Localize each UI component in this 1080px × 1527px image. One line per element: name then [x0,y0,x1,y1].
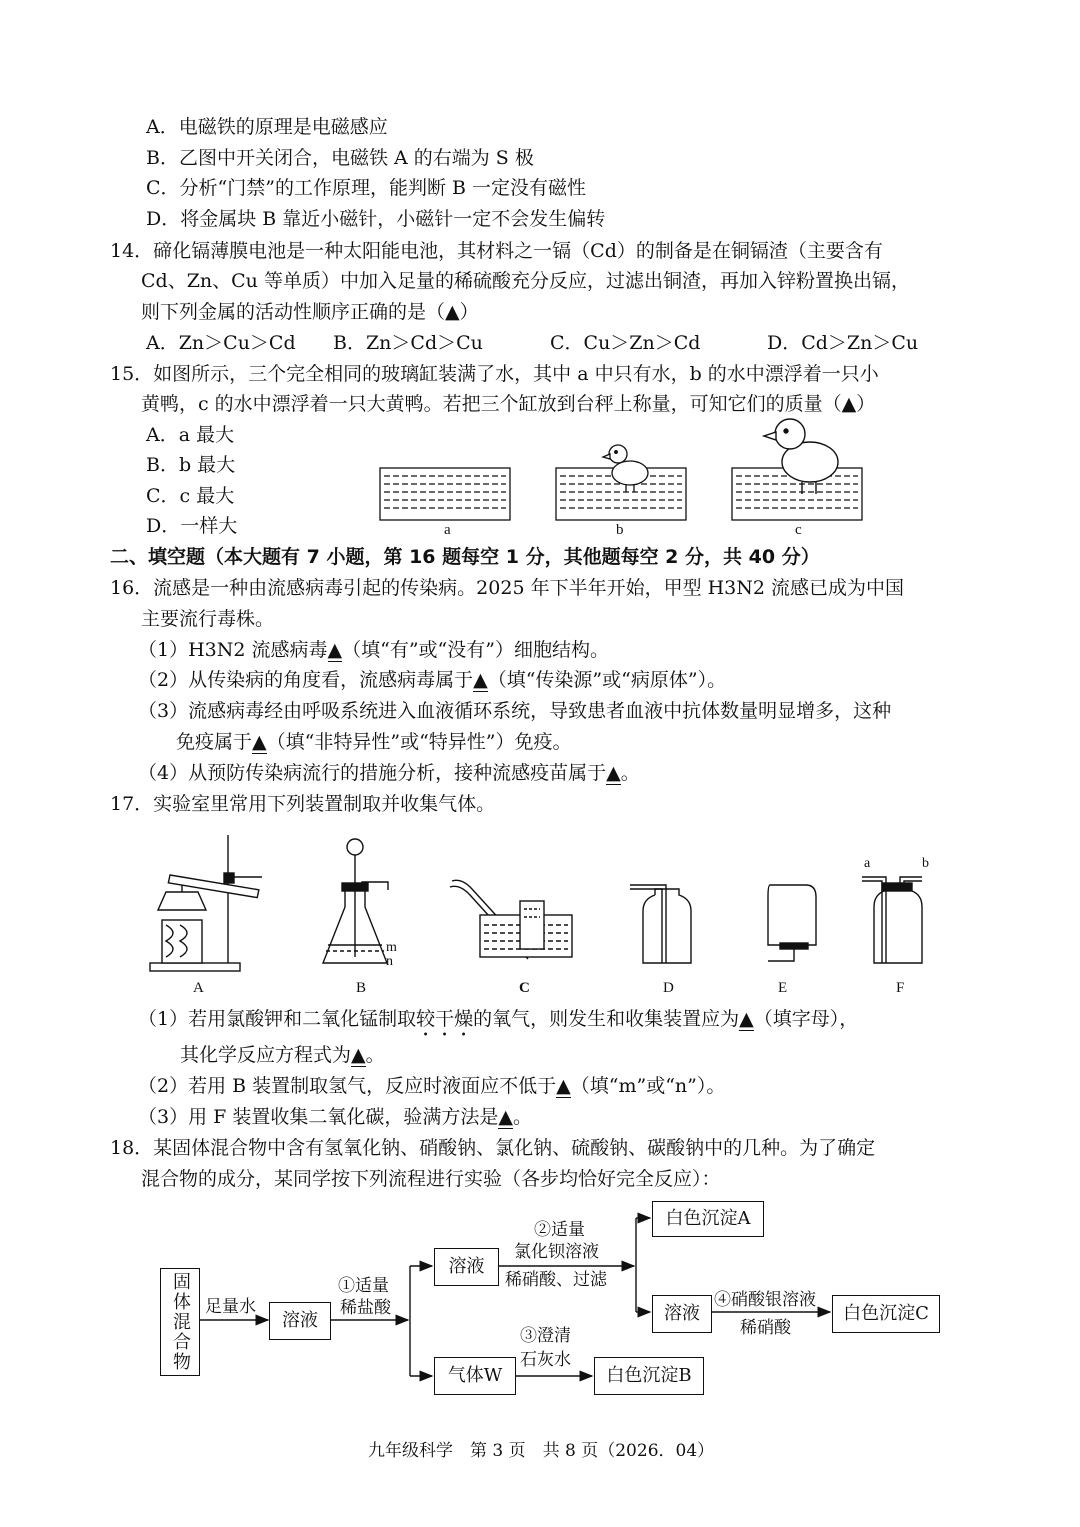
q13-option-a: A．电磁铁的原理是电磁感应 [146,116,388,138]
flow-step2-line2: 氯化钡溶液 [514,1242,599,1262]
q16-part4-text-b: 。 [620,762,640,784]
flow-step3-line1: ③澄清 [520,1326,571,1346]
q16-part3-text-c: （填“非特异性”或“特异性”）免疫。 [266,731,572,753]
mark-n: n [386,954,393,969]
q15-option-b: B．b 最大 [146,454,236,476]
q16-part1-text-a: （1）H3N2 流感病毒 [138,639,328,661]
flow-precip-a: 白色沉淀A [652,1201,764,1237]
flow-precip-c: 白色沉淀C [832,1295,940,1333]
q17-part1-text-c: （填字母）， [753,1008,859,1030]
q17-part1-emphasis: 较干燥 [416,1008,474,1030]
q14-stem-line1: 14．碲化镉薄膜电池是一种太阳能电池，其材料之一镉（Cd）的制备是在铜镉渣（主要含有 [110,240,883,262]
flow-solid-mixture: 固体混合物 [160,1268,200,1376]
q17-part1-text-e: 。 [365,1044,385,1066]
flow-water-label: 足量水 [205,1297,256,1317]
q13-option-d: D．将金属块 B 靠近小磁针，小磁针一定不会发生偏转 [146,208,606,230]
mark-m: m [386,940,397,955]
q17-part3-text-a: （3）用 F 装置收集二氧化碳，验满方法是 [138,1106,499,1128]
q17-part2-text-b: （填“m”或“n”）。 [570,1075,726,1097]
q16-part4-text-a: （4）从预防传染病流行的措施分析，接种流感疫苗属于 [138,762,607,784]
apparatus-label-e: E [778,980,788,996]
q16-part2-blank[interactable]: ▲ [473,669,488,691]
page-footer: 九年级科学 第 3 页 共 8 页（2026．04） [368,1441,715,1461]
tank-label-c: c [795,522,802,538]
q14-option-c: C．Cu＞Zn＞Cd [550,332,701,354]
q16-part1-text-b: （填“有”或“没有”）细胞结构。 [342,639,609,661]
q14-option-b: B．Zn＞Cd＞Cu [333,332,483,354]
q16-part3-blank[interactable]: ▲ [252,731,267,753]
flow-step3-line2: 石灰水 [520,1350,571,1370]
q16-part2-text-b: （填“传染源”或“病原体”）。 [487,669,727,691]
q16-part2-text-a: （2）从传染病的角度看，流感病毒属于 [138,669,474,691]
apparatus-label-b: B [356,980,367,996]
q16-stem-line1: 16．流感是一种由流感病毒引起的传染病。2025 年下半年开始，甲型 H3N2 流感已成为中国 [110,577,905,599]
q14-stem-line2: Cd、Zn、Cu 等单质）中加入足量的稀硫酸充分反应，过滤出铜渣，再加入锌粉置换出镉， [141,270,910,292]
q15-stem-line2: 黄鸭，c 的水中漂浮着一只大黄鸭。若把三个缸放到台秤上称量，可知它们的质量（▲） [141,393,876,415]
flow-step2-line1: ②适量 [534,1220,585,1240]
q17-part3-text-b: 。 [512,1106,532,1128]
q18-stem-line1: 18．某固体混合物中含有氢氧化钠、硝酸钠、氯化钠、硫酸钠、碳酸钠中的几种。为了确定 [110,1137,876,1159]
section2-title: 二、填空题（本大题有 7 小题，第 16 题每空 1 分，其他题每空 2 分，共 40 分） [110,546,820,568]
flow-step1-line1: ①适量 [338,1276,389,1296]
apparatus-label-c: C [519,980,530,996]
q16-part3-text-b: 免疫属于 [176,731,253,753]
q17-part1-text-a: （1）若用氯酸钾和二氧化锰制取 [138,1008,417,1030]
q14-option-a: A．Zn＞Cu＞Cd [146,332,296,354]
mark-b: b [922,856,929,871]
apparatus-label-f: F [896,980,905,996]
flow-solution-3: 溶液 [652,1295,712,1333]
q14-option-d: D．Cd＞Zn＞Cu [767,332,919,354]
q16-stem-line2: 主要流行毒株。 [141,608,275,630]
q15-stem-line1: 15．如图所示，三个完全相同的玻璃缸装满了水，其中 a 中只有水，b 的水中漂浮着一只小 [110,363,879,385]
q17-part1-text-b: 的氧气，则发生和收集装置应为 [473,1008,740,1030]
q17-part3-blank[interactable]: ▲ [498,1106,513,1128]
q13-option-b: B．乙图中开关闭合，电磁铁 A 的右端为 S 极 [146,147,534,169]
tank-label-b: b [616,522,624,538]
q17-part1-blank1[interactable]: ▲ [739,1008,754,1030]
q17-part1-text-d: 其化学反应方程式为 [180,1044,352,1066]
apparatus-label-d: D [663,980,674,996]
flow-step4-line2: 稀硝酸 [740,1318,791,1338]
q17-part2-blank[interactable]: ▲ [556,1075,571,1097]
q18-stem-line2: 混合物的成分，某同学按下列流程进行实验（各步均恰好完全反应）： [141,1168,721,1190]
q16-part3-line1: （3）流感病毒经由呼吸系统进入血液循环系统，导致患者血液中抗体数量明显增多，这种 [138,700,892,722]
q13-option-c: C．分析“门禁”的工作原理，能判断 B 一定没有磁性 [146,177,587,199]
q17-part2-text-a: （2）若用 B 装置制取氢气，反应时液面应不低于 [138,1075,557,1097]
q16-part1-blank[interactable]: ▲ [327,639,343,661]
q17-part1-blank2[interactable]: ▲ [351,1044,366,1066]
q15-option-a: A．a 最大 [146,424,235,446]
q15-option-c: C．c 最大 [146,485,235,507]
flow-solution-1: 溶液 [269,1302,331,1340]
q15-option-d: D．一样大 [146,515,238,537]
flow-step2-line3: 稀硝酸、过滤 [505,1270,607,1290]
mark-a: a [864,856,871,871]
apparatus-label-a: A [193,980,204,996]
q14-stem-line3: 则下列金属的活动性顺序正确的是（▲） [141,301,479,323]
flow-gas-w: 气体W [434,1357,516,1395]
flow-step1-line2: 稀盐酸 [340,1298,391,1318]
q16-part4-blank[interactable]: ▲ [606,762,621,784]
flow-step4-line1: ④硝酸银溶液 [714,1290,816,1310]
tank-label-a: a [444,522,451,538]
flow-precip-b: 白色沉淀B [594,1357,704,1395]
flow-solution-2: 溶液 [434,1248,499,1286]
q17-stem: 17．实验室里常用下列装置制取并收集气体。 [110,793,496,815]
